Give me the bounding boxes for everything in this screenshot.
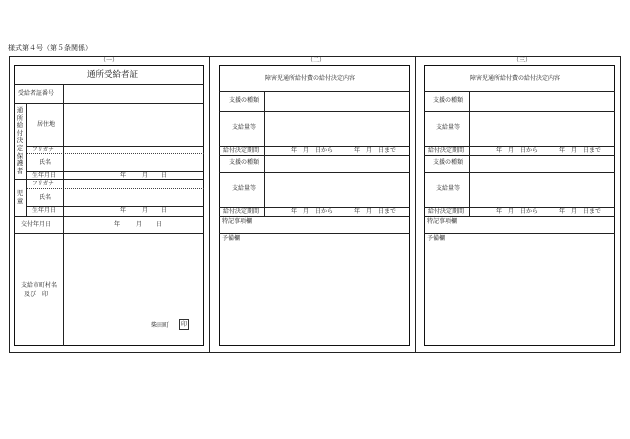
service-type-field-d[interactable] <box>470 156 614 171</box>
municipality-label-line1: 支給市町村名 <box>21 282 58 289</box>
special-notes-label-three: 特記事項欄 <box>427 218 458 225</box>
service-type-field-a[interactable] <box>265 92 409 110</box>
service-type-label-a: 支援の種類 <box>229 97 260 104</box>
period-to-c: 年 月 日まで <box>559 147 602 154</box>
special-notes-label-two: 特記事項欄 <box>222 218 253 225</box>
section-header-three: （三） <box>513 57 532 64</box>
period-label-c: 給付決定期間 <box>428 147 465 154</box>
recipient-number-field[interactable] <box>64 85 203 102</box>
child-group-label: 児童 <box>16 189 24 205</box>
rule <box>219 216 410 217</box>
section-header-one: （一） <box>100 57 119 64</box>
amount-field-d[interactable] <box>470 173 614 206</box>
period-from-a: 年 月 日から <box>291 147 334 154</box>
decision-title-three: 障害児通所給付費の給付決定内容 <box>470 75 561 82</box>
issue-day: 日 <box>156 221 163 228</box>
remarks-label-two: 予備欄 <box>222 235 241 242</box>
municipal-seal-icon <box>179 319 189 330</box>
rule <box>14 233 204 234</box>
decision-title-two: 障害児通所給付費の給付決定内容 <box>265 75 356 82</box>
certificate-title: 通所受給者証 <box>87 70 139 80</box>
form-number-label: 様式第４号（第５条関係） <box>8 44 92 52</box>
section-header-two: （二） <box>307 57 326 64</box>
amount-label-a: 支給量等 <box>232 124 257 131</box>
section-divider <box>209 56 210 353</box>
service-type-label-c: 支援の種類 <box>433 97 464 104</box>
period-label-a: 給付決定期間 <box>223 147 260 154</box>
guardian-birth-day: 日 <box>161 172 168 179</box>
child-furigana-label: フリガナ <box>32 181 54 187</box>
municipality-name: 柴田町 <box>151 322 170 329</box>
issue-month: 月 <box>136 221 143 228</box>
period-to-d: 年 月 日まで <box>559 208 602 215</box>
service-type-label-b: 支援の種類 <box>229 159 260 166</box>
guardian-name-label: 氏名 <box>39 159 52 166</box>
guardian-name-field[interactable] <box>64 154 203 170</box>
child-birth-month: 月 <box>142 207 149 214</box>
issue-year: 年 <box>114 221 121 228</box>
recipient-number-label: 受給者証番号 <box>18 90 55 97</box>
amount-label-b: 支給量等 <box>232 185 257 192</box>
period-from-d: 年 月 日から <box>496 208 539 215</box>
section-divider <box>415 56 416 353</box>
period-to-a: 年 月 日まで <box>354 147 397 154</box>
child-name-field[interactable] <box>64 189 203 205</box>
service-type-label-d: 支援の種類 <box>433 159 464 166</box>
rule <box>219 233 410 234</box>
amount-field-b[interactable] <box>265 173 409 206</box>
child-birth-day: 日 <box>161 207 168 214</box>
rule <box>424 216 615 217</box>
service-type-field-c[interactable] <box>470 92 614 110</box>
amount-field-a[interactable] <box>265 112 409 145</box>
address-label: 居住地 <box>37 121 56 128</box>
service-type-field-b[interactable] <box>265 156 409 171</box>
municipality-label-line2: 及び 印 <box>24 291 49 298</box>
address-field[interactable] <box>64 104 203 145</box>
period-to-b: 年 月 日まで <box>354 208 397 215</box>
issue-date-label: 交付年月日 <box>21 221 52 228</box>
guardian-birthdate-label: 生年月日 <box>32 172 57 179</box>
seal-glyph: 印 <box>181 321 188 328</box>
remarks-label-three: 予備欄 <box>427 235 446 242</box>
guardian-birth-year: 年 <box>120 172 127 179</box>
rule <box>14 179 204 180</box>
rule <box>14 216 204 217</box>
guardian-group-label: 通所給付決定保護者 <box>16 106 24 175</box>
guardian-birth-month: 月 <box>142 172 149 179</box>
amount-label-d: 支給量等 <box>436 185 461 192</box>
guardian-furigana-label: フリガナ <box>32 147 54 153</box>
rule <box>424 233 615 234</box>
period-label-d: 給付決定期間 <box>428 208 465 215</box>
amount-field-c[interactable] <box>470 112 614 145</box>
rule <box>63 216 64 346</box>
period-from-c: 年 月 日から <box>496 147 539 154</box>
child-birthdate-label: 生年月日 <box>32 207 57 214</box>
period-label-b: 給付決定期間 <box>223 208 260 215</box>
rule <box>26 103 27 216</box>
child-birth-year: 年 <box>120 207 127 214</box>
period-from-b: 年 月 日から <box>291 208 334 215</box>
child-name-label: 氏名 <box>39 194 52 201</box>
amount-label-c: 支給量等 <box>436 124 461 131</box>
